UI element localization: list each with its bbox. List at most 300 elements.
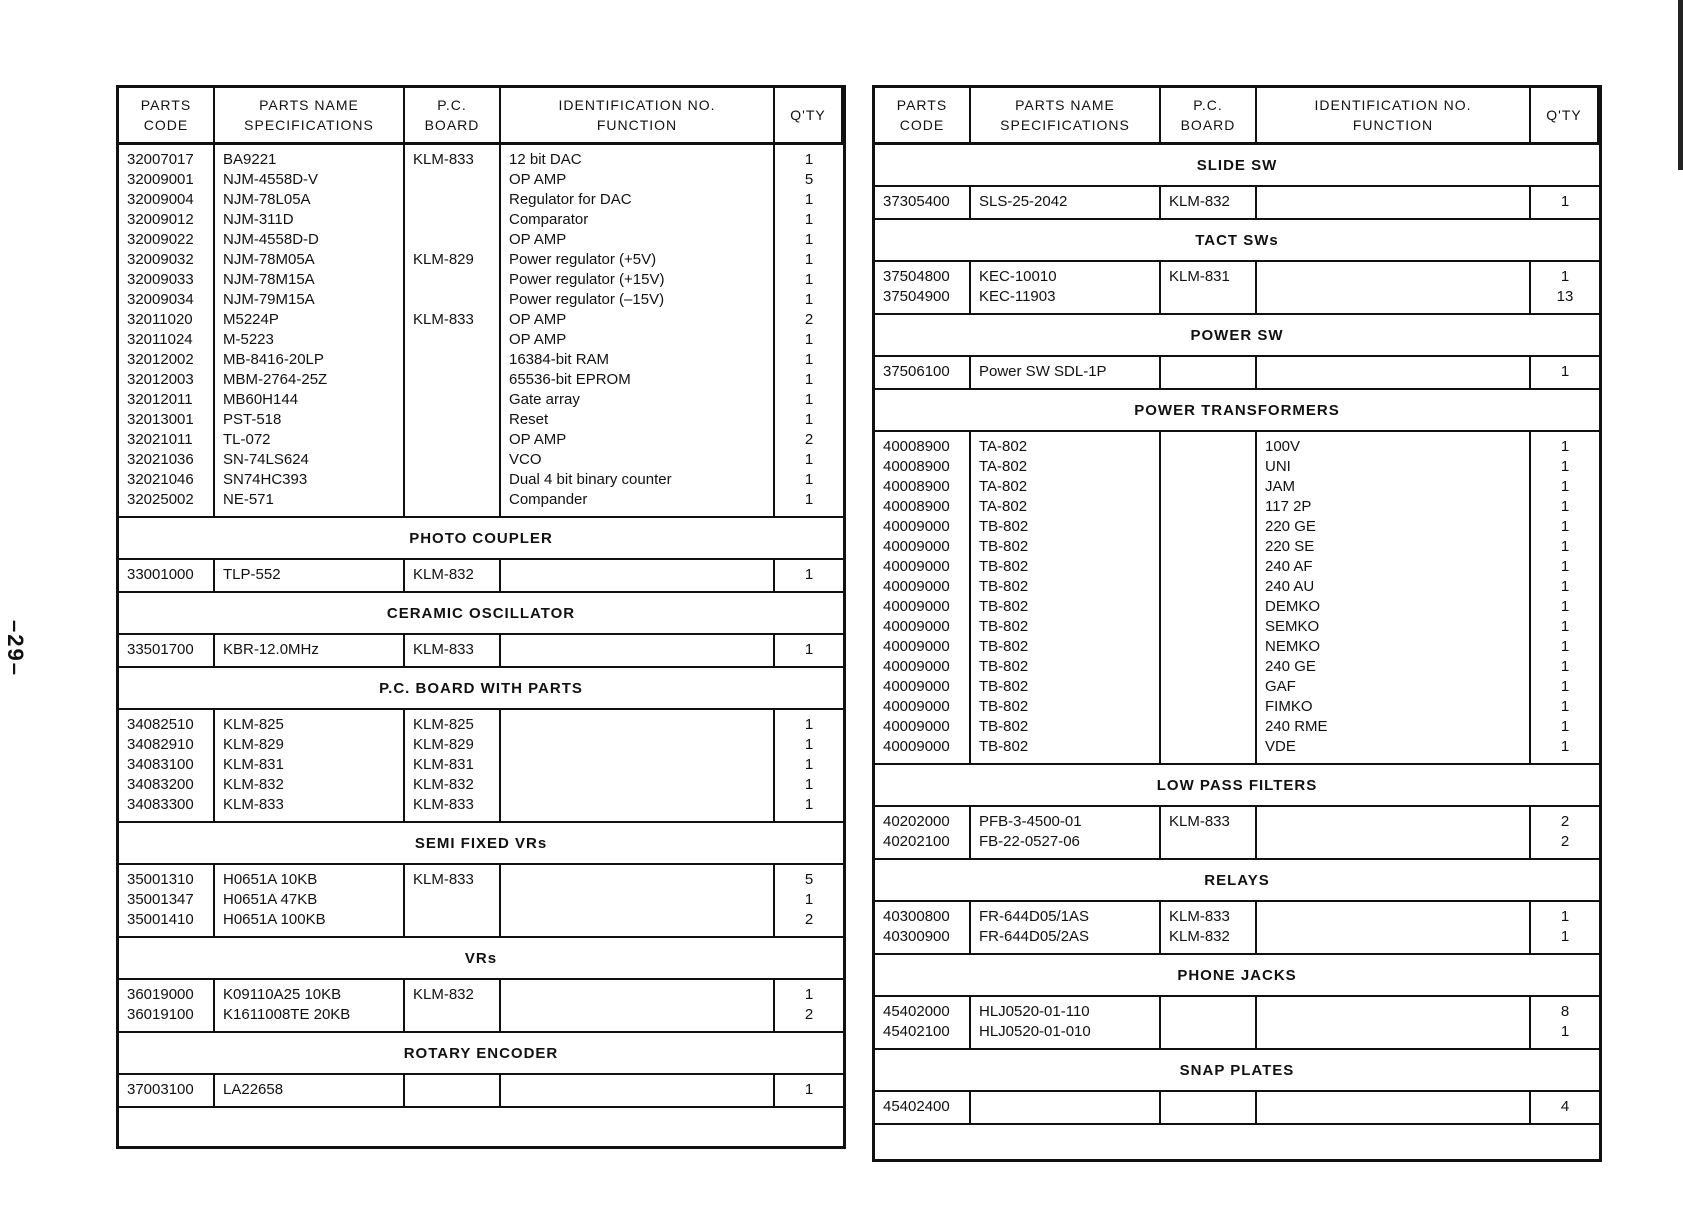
board-value <box>413 1080 493 1100</box>
function-value <box>1265 1022 1523 1042</box>
col-codes <box>119 865 215 938</box>
board-value <box>1169 577 1249 597</box>
code-value: 32021036 <box>127 451 194 468</box>
name-value: NJM-4558D-V <box>223 171 319 188</box>
name-value: KLM-831 <box>223 756 284 773</box>
code-value: 32011024 <box>127 331 193 348</box>
board-value <box>413 190 493 210</box>
col-boards <box>1161 1092 1257 1125</box>
qty-value: 1 <box>804 191 814 208</box>
header-code-line: CODE <box>143 117 189 133</box>
col-qty <box>1531 997 1599 1050</box>
header-name-line: SPECIFICATIONS <box>1000 117 1130 133</box>
code-value: 40008900 <box>883 478 950 495</box>
function-value: Power regulator (+5V) <box>509 251 657 268</box>
name-value: SN74HC393 <box>223 471 308 488</box>
col-functions <box>501 635 775 668</box>
function-value: 100V <box>1265 438 1301 455</box>
header-name-line: PARTS NAME <box>259 97 359 113</box>
name-value: H0651A 10KB <box>223 871 318 888</box>
col-names <box>215 865 405 938</box>
board-value <box>413 210 493 230</box>
board-value <box>1169 597 1249 617</box>
function-value <box>1265 812 1523 832</box>
function-value: Reset <box>509 411 549 428</box>
col-codes <box>119 145 215 518</box>
code-value: 40009000 <box>883 578 950 595</box>
name-value: H0651A 100KB <box>223 911 326 928</box>
qty-value: 1 <box>1560 498 1570 515</box>
board-value <box>1169 832 1249 852</box>
col-functions <box>501 1075 775 1108</box>
code-value: 37506100 <box>883 363 950 380</box>
col-functions <box>1257 432 1531 765</box>
board-value <box>1169 557 1249 577</box>
name-value: TB-802 <box>979 558 1029 575</box>
name-value: KLM-832 <box>223 776 284 793</box>
function-value <box>509 755 767 775</box>
board-value: KLM-832 <box>413 566 474 583</box>
code-value: 32021046 <box>127 471 194 488</box>
col-names <box>971 432 1161 765</box>
col-functions <box>1257 262 1531 315</box>
name-value: PST-518 <box>223 411 282 428</box>
function-value: UNI <box>1265 458 1291 475</box>
function-value: Compander <box>509 491 588 508</box>
col-codes <box>875 902 971 955</box>
col-functions <box>501 710 775 823</box>
qty-value: 1 <box>804 736 814 753</box>
board-value <box>413 330 493 350</box>
code-value: 45402100 <box>883 1023 950 1040</box>
qty-value: 1 <box>804 251 814 268</box>
function-value: 16384-bit RAM <box>509 351 610 368</box>
qty-value: 4 <box>1560 1098 1570 1115</box>
col-functions <box>1257 902 1531 955</box>
section-title-snap: SNAP PLATES <box>875 1050 1599 1092</box>
qty-value: 1 <box>804 371 814 388</box>
board-value <box>413 230 493 250</box>
qty-value: 1 <box>1560 618 1570 635</box>
page-edge-mark <box>1678 0 1683 170</box>
function-value <box>1265 907 1523 927</box>
col-boards <box>1161 902 1257 955</box>
col-functions <box>1257 1092 1531 1125</box>
col-qty <box>1531 357 1599 390</box>
section-title-semifixed: SEMI FIXED VRs <box>119 823 843 865</box>
function-value: FIMKO <box>1265 698 1313 715</box>
code-value: 32021011 <box>127 431 193 448</box>
name-value: NJM-79M15A <box>223 291 315 308</box>
name-value: K09110A25 10KB <box>223 986 342 1003</box>
board-value <box>1169 457 1249 477</box>
qty-value: 1 <box>804 891 814 908</box>
name-value: MB-8416-20LP <box>223 351 324 368</box>
board-value: KLM-829 <box>413 736 474 753</box>
board-value: KLM-832 <box>1169 928 1230 945</box>
name-value: TLP-552 <box>223 566 281 583</box>
code-value: 36019000 <box>127 986 194 1003</box>
section-title-power: POWER SW <box>875 315 1599 357</box>
left-parts-table <box>116 85 846 1149</box>
col-boards <box>405 865 501 938</box>
col-names <box>215 145 405 518</box>
qty-value: 1 <box>1560 678 1570 695</box>
function-value: NEMKO <box>1265 638 1321 655</box>
code-value: 32013001 <box>127 411 194 428</box>
col-boards <box>1161 187 1257 220</box>
board-value <box>1169 362 1249 382</box>
col-qty <box>775 865 843 938</box>
col-functions <box>1257 997 1531 1050</box>
board-value <box>1169 497 1249 517</box>
name-value: KBR-12.0MHz <box>223 641 319 658</box>
col-names <box>971 357 1161 390</box>
col-functions <box>501 865 775 938</box>
header-ident-line: FUNCTION <box>596 117 678 133</box>
function-value <box>509 870 767 890</box>
name-value: NJM-78M05A <box>223 251 315 268</box>
function-value: OP AMP <box>509 311 567 328</box>
qty-value: 1 <box>804 1081 814 1098</box>
name-value: LA22658 <box>223 1081 284 1098</box>
header-board-line: P.C. <box>1193 97 1223 113</box>
col-boards <box>1161 997 1257 1050</box>
function-value <box>509 985 767 1005</box>
function-value: 65536-bit EPROM <box>509 371 631 388</box>
function-value: 117 2P <box>1265 498 1312 515</box>
board-value <box>413 350 493 370</box>
board-value <box>1169 1022 1249 1042</box>
function-value: 240 AF <box>1265 558 1313 575</box>
name-value: NJM-311D <box>223 211 294 228</box>
col-codes <box>875 357 971 390</box>
board-value <box>1169 537 1249 557</box>
col-qty <box>1531 187 1599 220</box>
qty-value: 2 <box>804 311 814 328</box>
col-codes <box>875 187 971 220</box>
function-value <box>509 910 767 930</box>
qty-value: 1 <box>804 211 814 228</box>
name-value: SLS-25-2042 <box>979 193 1068 210</box>
name-value: TB-802 <box>979 678 1029 695</box>
col-names <box>971 1092 1161 1125</box>
name-value: TB-802 <box>979 718 1029 735</box>
col-functions <box>501 980 775 1033</box>
col-names <box>215 980 405 1033</box>
code-value: 37504900 <box>883 288 950 305</box>
header-board <box>1161 88 1257 145</box>
code-value: 35001310 <box>127 871 194 888</box>
name-value: M-5223 <box>223 331 274 348</box>
name-value: KLM-829 <box>223 736 284 753</box>
board-value <box>413 450 493 470</box>
board-value <box>1169 697 1249 717</box>
name-value: M5224P <box>223 311 279 328</box>
code-value: 40009000 <box>883 698 950 715</box>
qty-value: 1 <box>804 986 814 1003</box>
col-qty <box>1531 807 1599 860</box>
qty-value: 1 <box>1560 518 1570 535</box>
name-value: TB-802 <box>979 738 1029 755</box>
name-value: MBM-2764-25Z <box>223 371 328 388</box>
col-codes <box>119 1075 215 1108</box>
name-value: TA-802 <box>979 498 1028 515</box>
name-value: H0651A 47KB <box>223 891 318 908</box>
board-value: KLM-833 <box>1169 813 1230 830</box>
code-value: 32012002 <box>127 351 194 368</box>
name-value: TB-802 <box>979 518 1029 535</box>
header-ident <box>501 88 775 145</box>
board-value <box>413 430 493 450</box>
function-value <box>1265 832 1523 852</box>
board-value <box>413 910 493 930</box>
code-value: 32009032 <box>127 251 194 268</box>
function-value <box>1265 1002 1523 1022</box>
code-value: 40009000 <box>883 718 950 735</box>
name-value: NJM-78M15A <box>223 271 315 288</box>
header-ident-line: IDENTIFICATION NO. <box>558 97 716 113</box>
section-title-ceramic: CERAMIC OSCILLATOR <box>119 593 843 635</box>
function-value <box>1265 362 1523 382</box>
col-codes <box>875 432 971 765</box>
qty-value: 1 <box>1560 658 1570 675</box>
function-value: Gate array <box>509 391 580 408</box>
qty-value: 1 <box>804 231 814 248</box>
function-value <box>1265 1097 1523 1117</box>
qty-value: 1 <box>804 331 814 348</box>
col-qty <box>1531 902 1599 955</box>
col-codes <box>119 710 215 823</box>
section-title-relays: RELAYS <box>875 860 1599 902</box>
col-codes <box>119 560 215 593</box>
qty-value: 1 <box>1560 928 1570 945</box>
code-value: 35001410 <box>127 911 194 928</box>
qty-value: 1 <box>1560 478 1570 495</box>
function-value <box>509 735 767 755</box>
header-qty: Q'TY <box>1531 88 1599 145</box>
qty-value: 2 <box>1560 813 1570 830</box>
function-value <box>509 890 767 910</box>
col-boards <box>405 145 501 518</box>
function-value <box>509 795 767 815</box>
board-value: KLM-832 <box>1169 193 1230 210</box>
board-value: KLM-833 <box>413 871 474 888</box>
qty-value: 1 <box>804 796 814 813</box>
code-value: 40202000 <box>883 813 950 830</box>
col-codes <box>875 262 971 315</box>
code-value: 32025002 <box>127 491 194 508</box>
col-boards <box>1161 432 1257 765</box>
board-value <box>413 890 493 910</box>
name-value: FB-22-0527-06 <box>979 833 1080 850</box>
function-value: JAM <box>1265 478 1295 495</box>
section-title-phone: PHONE JACKS <box>875 955 1599 997</box>
board-value: KLM-829 <box>413 251 474 268</box>
code-value: 40300800 <box>883 908 950 925</box>
name-value: Power SW SDL-1P <box>979 363 1107 380</box>
col-qty <box>1531 1092 1599 1125</box>
code-value: 34082910 <box>127 736 194 753</box>
header-name <box>971 88 1161 145</box>
qty-value: 1 <box>804 716 814 733</box>
header-board <box>405 88 501 145</box>
code-value: 40009000 <box>883 638 950 655</box>
col-names <box>971 262 1161 315</box>
name-value: TL-072 <box>223 431 271 448</box>
function-value: Power regulator (+15V) <box>509 271 665 288</box>
qty-value: 1 <box>804 411 814 428</box>
code-value: 32007017 <box>127 151 194 168</box>
qty-value: 1 <box>804 776 814 793</box>
code-value: 40202100 <box>883 833 950 850</box>
code-value: 40009000 <box>883 558 950 575</box>
function-value: OP AMP <box>509 431 567 448</box>
code-value: 33501700 <box>127 641 194 658</box>
code-value: 35001347 <box>127 891 194 908</box>
header-code-line: PARTS <box>140 97 192 113</box>
header-board-line: BOARD <box>424 117 480 133</box>
col-qty <box>775 1075 843 1108</box>
board-value: KLM-831 <box>413 756 474 773</box>
function-value: VDE <box>1265 738 1296 755</box>
name-value: NJM-78L05A <box>223 191 311 208</box>
code-value: 34083300 <box>127 796 194 813</box>
header-ident-line: IDENTIFICATION NO. <box>1314 97 1472 113</box>
section-title-tact: TACT SWs <box>875 220 1599 262</box>
name-value: K1611008TE 20KB <box>223 1006 351 1023</box>
code-value: 37305400 <box>883 193 950 210</box>
name-value: NJM-4558D-D <box>223 231 319 248</box>
function-value: Regulator for DAC <box>509 191 632 208</box>
name-value: MB60H144 <box>223 391 299 408</box>
code-value: 32009012 <box>127 211 194 228</box>
col-qty <box>775 145 843 518</box>
board-value <box>413 410 493 430</box>
col-codes <box>875 997 971 1050</box>
col-names <box>971 997 1161 1050</box>
board-value <box>1169 517 1249 537</box>
board-value: KLM-832 <box>413 986 474 1003</box>
col-functions <box>501 560 775 593</box>
code-value: 45402400 <box>883 1098 950 1115</box>
name-value: TB-802 <box>979 538 1029 555</box>
name-value: TB-802 <box>979 618 1029 635</box>
function-value <box>509 565 767 585</box>
qty-value: 1 <box>804 491 814 508</box>
header-code-line: CODE <box>899 117 945 133</box>
col-qty <box>1531 432 1599 765</box>
board-value <box>1169 1097 1249 1117</box>
name-value: TA-802 <box>979 458 1028 475</box>
qty-value: 5 <box>804 871 814 888</box>
col-qty <box>775 710 843 823</box>
function-value: 240 AU <box>1265 578 1315 595</box>
qty-value: 1 <box>1560 268 1570 285</box>
code-value: 32012011 <box>127 391 193 408</box>
right-parts-table <box>872 85 1602 1162</box>
qty-value: 2 <box>804 431 814 448</box>
section-title-transformers: POWER TRANSFORMERS <box>875 390 1599 432</box>
qty-value: 13 <box>1556 288 1574 305</box>
page-number: –29– <box>3 620 28 677</box>
board-value <box>413 170 493 190</box>
qty-value: 1 <box>1560 638 1570 655</box>
function-value <box>509 640 767 660</box>
col-qty <box>1531 262 1599 315</box>
header-code-line: PARTS <box>896 97 948 113</box>
code-value: 40008900 <box>883 458 950 475</box>
col-codes <box>119 635 215 668</box>
function-value: VCO <box>509 451 542 468</box>
code-value: 40009000 <box>883 658 950 675</box>
header-name-line: PARTS NAME <box>1015 97 1115 113</box>
code-value: 32009034 <box>127 291 194 308</box>
code-value: 34083100 <box>127 756 194 773</box>
header-name <box>215 88 405 145</box>
col-codes <box>875 1092 971 1125</box>
col-names <box>215 560 405 593</box>
function-value: OP AMP <box>509 231 567 248</box>
name-value: KLM-833 <box>223 796 284 813</box>
name-value: TB-802 <box>979 578 1029 595</box>
code-value: 34083200 <box>127 776 194 793</box>
header-name-line: SPECIFICATIONS <box>244 117 374 133</box>
col-names <box>971 807 1161 860</box>
col-qty <box>775 560 843 593</box>
col-functions <box>1257 187 1531 220</box>
header-qty: Q'TY <box>775 88 843 145</box>
board-value: KLM-833 <box>413 796 474 813</box>
board-value <box>413 390 493 410</box>
code-value: 37003100 <box>127 1081 194 1098</box>
code-value: 33001000 <box>127 566 194 583</box>
section-title-slide: SLIDE SW <box>875 145 1599 187</box>
col-names <box>215 1075 405 1108</box>
name-value: TB-802 <box>979 638 1029 655</box>
col-boards <box>1161 807 1257 860</box>
function-value <box>509 775 767 795</box>
board-value: KLM-833 <box>413 151 474 168</box>
qty-value: 1 <box>1560 908 1570 925</box>
board-value <box>413 490 493 510</box>
code-value: 40008900 <box>883 438 950 455</box>
qty-value: 1 <box>1560 538 1570 555</box>
function-value <box>509 1005 767 1025</box>
board-value <box>1169 477 1249 497</box>
name-value <box>979 1097 1153 1117</box>
board-value: KLM-833 <box>1169 908 1230 925</box>
col-functions <box>1257 357 1531 390</box>
function-value: SEMKO <box>1265 618 1320 635</box>
function-value <box>1265 927 1523 947</box>
board-value <box>1169 617 1249 637</box>
board-value <box>1169 437 1249 457</box>
col-boards <box>1161 262 1257 315</box>
name-value: TB-802 <box>979 598 1029 615</box>
qty-value: 1 <box>804 271 814 288</box>
code-value: 32009001 <box>127 171 194 188</box>
name-value: KEC-11903 <box>979 288 1056 305</box>
section-title-pcboard: P.C. BOARD WITH PARTS <box>119 668 843 710</box>
qty-value: 1 <box>1560 738 1570 755</box>
col-boards <box>405 710 501 823</box>
function-value: 220 GE <box>1265 518 1316 535</box>
name-value: TA-802 <box>979 478 1028 495</box>
col-names <box>971 187 1161 220</box>
board-value <box>1169 287 1249 307</box>
col-boards <box>405 980 501 1033</box>
